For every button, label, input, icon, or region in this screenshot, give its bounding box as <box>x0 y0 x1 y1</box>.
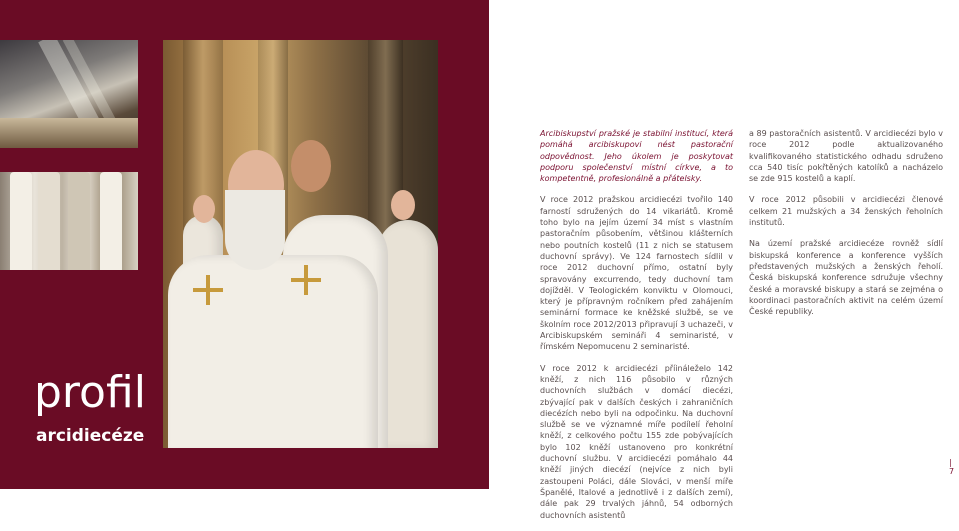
body-paragraph: a 89 pastoračních asistentů. V arcidiecézi bylo v roce 2012 podle aktualizovaného kvalifikovaného statistického odhadu sdruženo cca 540 tisíc pokřtěných katolíků a nacházelo se zde 915 kostelů a kaplí. <box>749 129 943 184</box>
clergy-figure <box>38 172 60 270</box>
cross-embroidery <box>193 275 223 305</box>
bearded-priest-beard <box>225 190 285 270</box>
body-paragraph: Na území pražské arcidiecéze rovněž sídlí biskupská konference a konference vyšších představených mužských a ženských řeholí. Česká biskupská konference sdružuje všechny české a moravské biskupy a stará se zejména o koordinaci pastoračních aktivit na celém území České republiky. <box>749 239 943 317</box>
priest-head <box>291 140 331 192</box>
clergy-figure <box>10 172 32 270</box>
body-paragraph: V roce 2012 k arcidiecézi příináleželo 142 kněží, z nich 116 působilo v různých duchovních službách v domácí diecézi, zbývající pak v dalších českých i zahraničních diecézích nebo byli na odpočinku. Na duchovní službě se ve významné míře podílelí řeholní kněží, z celkového počtu 155 zde pobývajících bylo 102 kněží ustanoveno pro konkrétní duchovní službu. V arcidiecézi pomáhalo 44 kněží jiných diecézí (nejvíce z nich byli zastoupeni Poláci, dále Slováci, v menší míře Španělé, Italové a jednotlivě i z dalších zemí), dále pak 29 trvalých jáhnů, 54 odborných duchovních asistentů <box>540 363 733 520</box>
section-title: profil <box>34 367 146 418</box>
page-number: | 7 <box>949 458 955 476</box>
left-page-panel <box>0 0 489 489</box>
body-paragraph: V roce 2012 působili v arcidiecézi členové celkem 21 mužských a 34 ženských řeholních institutů. <box>749 195 943 228</box>
text-column-left <box>540 128 733 531</box>
cross-embroidery <box>291 265 321 295</box>
cathedral-interior-photo <box>0 40 138 148</box>
priest-head <box>193 195 215 223</box>
text-column-right <box>749 128 943 327</box>
clergy-procession-photo <box>0 172 138 270</box>
clergy-figure <box>68 172 90 270</box>
priest-head <box>391 190 415 220</box>
body-paragraph: V roce 2012 pražskou arcidiecézi tvořilo 140 farností sdružených do 14 vikariátů. Kromě toho bylo na jejím území 34 míst s vlastním pastoračním působením, většinou klášterních nebo poutních kostelů (11 z nich se statusem duchovní správy). Ve 124 farnostech sídlil v roce 2012 duchovní přímo, ostatní byly spravovány excurrendo, tedy duchovní tam dojížděl. V Teologickém konviktu v Olomouci, který je přípravným ročníkem před zahájením seminární formace ke kněžské službě, se ve školním roce 2012/2013 připravují 3 uchazeči, v Arcibiskupském semináři 4 seminaristé, v římském Nepomucenu 2 seminaristé. <box>540 195 733 352</box>
intro-paragraph: Arcibiskupství pražské je stabilní institucí, která pomáhá arcibiskupovi nést pastorační odpovědnost. Jeho úkolem je poskytovat podporu společenství místní církve, a to kompetentně, profesionálně a přátelsky. <box>540 129 733 184</box>
clergy-figure <box>100 172 122 270</box>
priests-procession-photo <box>163 40 438 448</box>
cathedral-floor <box>0 118 138 148</box>
section-subtitle: arcidiecéze <box>36 426 145 446</box>
